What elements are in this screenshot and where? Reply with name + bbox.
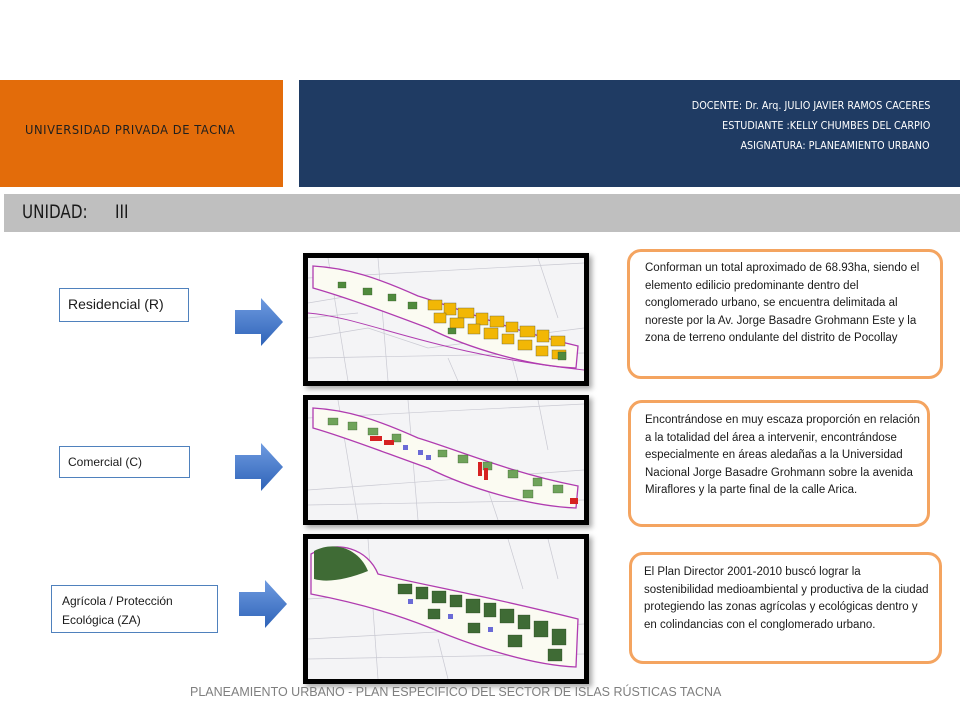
residential-map (303, 253, 589, 386)
footer-caption: PLANEAMIENTO URBANO - PLAN ESPECIFICO DEL SECTOR DE ISLAS RÚSTICAS TACNA (190, 685, 722, 699)
teacher-line: DOCENTE: Dr. Arq. JULIO JAVIER RAMOS CACERES (691, 100, 930, 112)
residential-description: Conforman un total aproximado de 68.93ha, siendo el elemento edilicio predominante dentro del conglomerado urbano, se encuentra delimitada al noreste por la Av. Jorge Basadre Grohmann Este y la zona de terreno ondulante del distrito de Pocollay (627, 249, 943, 379)
category-residencial: Residencial (R) (59, 288, 189, 322)
student-line: ESTUDIANTE :KELLY CHUMBES DEL CARPIO (721, 120, 930, 132)
right-arrow-icon (233, 296, 285, 348)
agricultural-description: El Plan Director 2001-2010 buscó lograr la sostenibilidad medioambiental y productiva de la ciudad protegiendo las zonas agrícolas y ecológicas dentro y en colindancias con el conglomerado urbano. (629, 552, 942, 664)
unit-bar (4, 194, 960, 232)
subject-line: ASIGNATURA: PLANEAMIENTO URBANO (740, 140, 930, 152)
category-agricola: Agrícola / Protección Ecológica (ZA) (51, 585, 218, 633)
university-name: UNIVERSIDAD PRIVADA DE TACNA (25, 122, 236, 137)
right-arrow-icon (233, 441, 285, 493)
unit-value: III (115, 201, 129, 223)
course-info-banner (299, 80, 960, 187)
category-comercial: Comercial (C) (59, 446, 190, 478)
agricultural-map (303, 534, 589, 684)
unit-label: UNIDAD: (22, 201, 88, 223)
right-arrow-icon (237, 578, 289, 630)
commercial-description: Encontrándose en muy escaza proporción en relación a la totalidad del área a intervenir, encontrándose especialmente en áreas aledañas a la Universidad Nacional Jorge Basadre Grohmann sobre la avenida Miraflores y la parte final de la calle Arica. (628, 400, 930, 527)
commercial-map (303, 395, 589, 525)
